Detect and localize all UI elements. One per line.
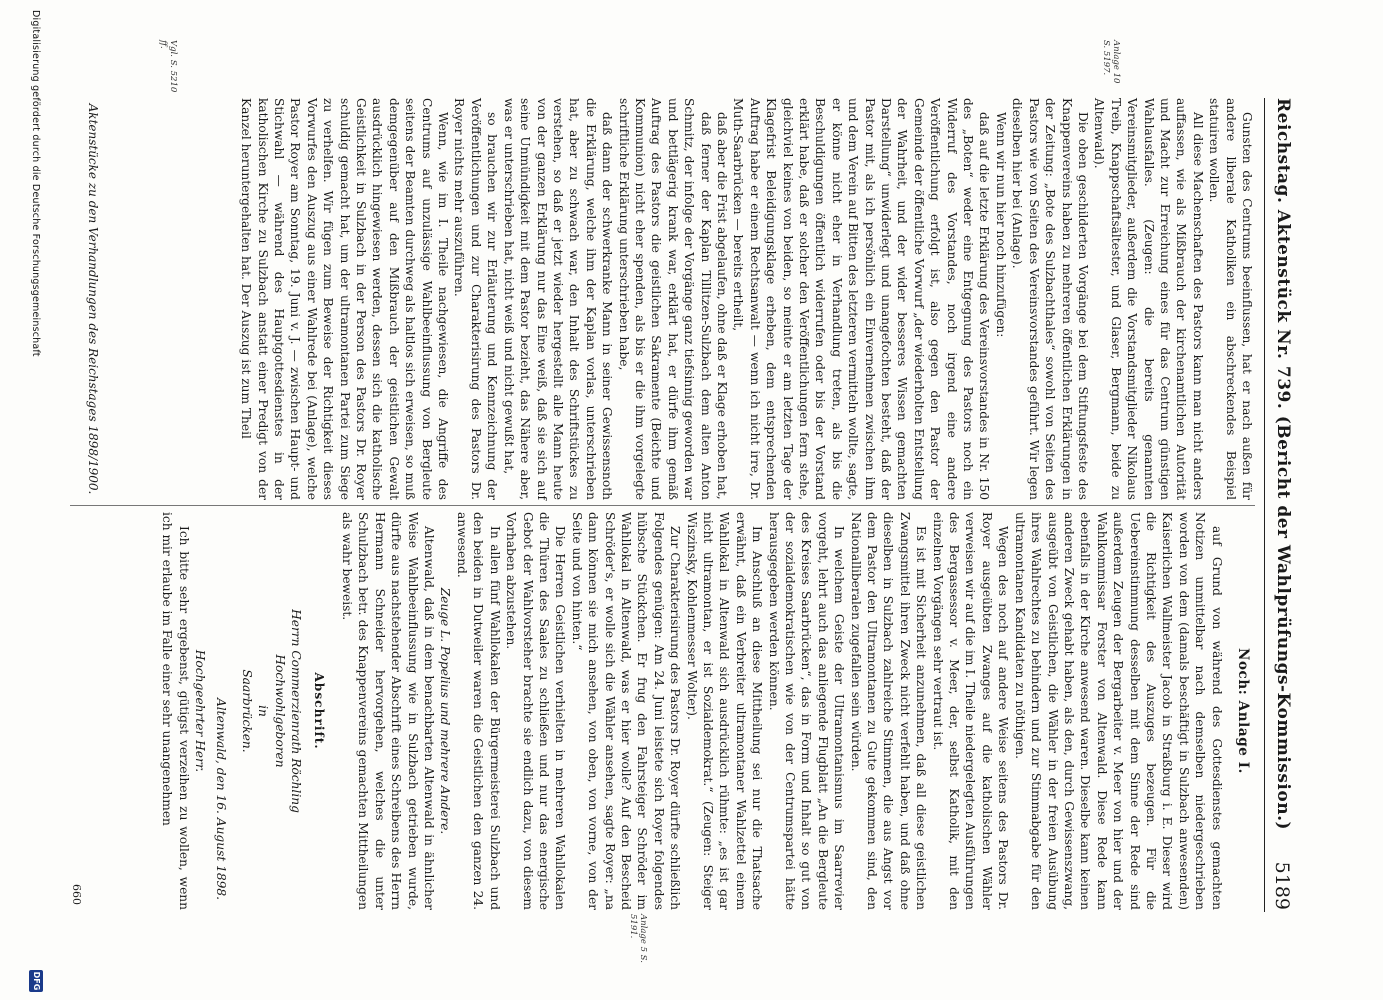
header-rule [1264, 98, 1265, 912]
left-paragraph: All diese Machenschaften des Pastors kann man nicht anders auffassen, wie als Mißbrauch der kirchenamtlichen Autorität und Macht zur Erreichung eines für das Centrum günstigen Wahlausfalles. (Zeugen: die bereits genannten Vereinsmitglieder, außerdem die Vorstandsmitglieder Nikolaus Treib, Knappschaftsältester, und Glaser, Bergmann, beide zu Altenwald). [1092, 98, 1205, 500]
right-paragraph: Wegen des noch auf andere Weise seitens des Pastors Dr. Royer ausgeübten Zwanges auf die katholischen Wähler verweisen wir auf die im I. Theile niedergelegten Ausführungen des Bergassessor v. Meer, der, selbst Katholik, mit den einzelnen Vorgängen sehr vertraut ist. [930, 512, 1011, 910]
column-divider [70, 505, 1255, 506]
right-column [159, 512, 1255, 910]
section-heading: Noch: Anlage I. [1235, 648, 1251, 774]
left-paragraph: daß auf die letzte Erklärung des Vereinsvorstandes in Nr. 150 des „Boten“ weder eine Entgegnung des Pastors noch ein Widerruf des Vorstandes, noch irgend eine andere Veröffentlichung erfolgt ist, also gegen den Pastor der Gemeinde der öffentliche Vorwurf „der wiederholten Entstellung der Wahrheit, und der wider besseres Wissen gemachten Darstellung“ unwiderlegt und unangefochten besteht, daß der Pastor mit, als ich persönlich ein Einvernehmen zwischen ihm und dem Verein auf Bitten des letzteren vermitteln wollte, sagte, er könne nicht eher in Verhandlung treten, als bis die Beschuldigungen öffentlich widerrufen oder bis der Vorstand erklärt habe, daß er solcher den Veröffentlichungen fern stehe, gleichviel keines von beiden, so meinte er am letzten Tage der Klagefrist Beleidigungsklage erheben, dem entsprechenden Auftrag habe er einem Rechtsanwalt — wenn ich nicht irre, Dr. Muth-Saarbrücken — bereits ertheilt, [731, 98, 992, 500]
page-header [1267, 0, 1293, 1000]
left-paragraph: daß aber die Frist abgelaufen, ohne daß er Klage erhoben hat, [715, 112, 729, 500]
bottom-number: 660 [70, 884, 83, 905]
credit-text: Digitalisierung gefördert durch die Deutsche Forschungsgemeinschaft [30, 10, 41, 357]
left-paragraph: Die oben geschilderten Vorgänge bei dem Stiftungsfeste des Knappenvereins haben zu mehreren öffentlichen Erklärungen in der Zeitung: „Bote des Sulzbachthales“ sowohl von Seiten des Pastors wie von Seiten des Vereinsvorstandes geführt. Wir legen dieselben hier bei (Anlage). [1010, 98, 1090, 500]
margin-note: Vgl. S. 5210 ff. [158, 40, 178, 93]
right-paragraph: Zur Charakterisirung des Pastors Dr. Royer dürfte schließlich Folgendes genügen: Am 24. Juni leistete sich Royer folgendes hübsche Stückchen. Er frug den Fahrsteiger Schröder im Wahllokal in Altenwald, was er hier wolle? Auf den Bescheid Schröder's, er wolle sich die Wähler ansehen, sagte Royer: „na dann können sie mich ansehen, von oben, von vorne, von der Seite und von hinten.“ [569, 512, 683, 910]
right-paragraph: In welchem Geiste der Ultramontanismus im Saarrevier vorgeht, lehrt auch das anliegende Flugblatt „An die Bergleute des Kreises Saarbrücken“, das in Form und Inhalt so gut von der sozialdemokratischen wie von der Centrumspartei hätte herausgegeben werden können. [766, 512, 847, 910]
margin-note: Anlage 5 S. 5191. [628, 914, 648, 963]
left-paragraph: so brauchen wir zur Erläuterung und Kennzeichnung der Veröffentlichungen und zur Charakterisirung des Pastors Dr. Royer nichts mehr auszuführen. [452, 98, 500, 500]
address-line: Hochwohlgeboren [272, 654, 287, 768]
closing-paragraph: Ich bitte sehr ergebenst, gütigst verzeihen zu wollen, wenn ich mir erlaube im Falle einer sehr unangenehmen [160, 512, 191, 910]
salutation: Hochgeehrter Herr. [193, 649, 208, 773]
witness-line: Zeuge L. Popelius und mehrere Andere. [438, 587, 453, 835]
header-title: Reichstag. Aktenstück Nr. 739. (Bericht der Wahlprüfungs-Kommission.) [1273, 98, 1293, 831]
right-paragraph: In allen fünf Wahllokalen der Bürgermeisterei Sulzbach und den beiden in Dutweiler waren die Geistlichen den ganzen 24. anwesend. [454, 512, 502, 910]
left-paragraph: daß ferner der Kaplan Tillitzen-Sulzbach dem alten Anton Schmitz, der infolge der Vorgänge ganz tiefsinnig geworden war und bettlägerig krank war, erklärt hat, er dürfe ihm gemäß Auftrag des Pastors die geistlichen Sakramente (Beichte und Kommunion) nicht eher spenden, als bis er die ihm vorgelegte schriftliche Erklärung unterschrieben habe, [616, 98, 713, 500]
footer-note: Aktenstücke zu den Verhandlungen des Reichstages 1898/1900. [86, 103, 100, 495]
right-paragraph: Die Herren Geistlichen verhielten in mehreren Wahllokalen die Thüren des Saales zu schließen und nur das energische Gebot der Wahlvorsteher brachte sie endlich dazu, von diesem Vorhaben abzustehen. [504, 512, 568, 910]
dateline: Altenwald, den 16. August 1898. [213, 697, 228, 900]
address-line: in [256, 705, 271, 717]
left-paragraph: daß dann der schwerkranke Mann in seiner Gewissensnoth die Erklärung, welche ihm der Kaplan vorlas, unterschrieben hat, aber zu schwach war, den Inhalt des Schriftstückes zu verstehen, so daß er jetzt wieder hergestellt alle Mann heute von der ganzen Erklärung nur das Eine weiß, daß sie sich auf seine Unmündigkeit mit dem Pastor bezieht, das Nähere aber, was er unterschrieben hat, nicht weiß und nicht gewußt hat, [501, 98, 615, 500]
address-line: Herrn Commerzienrath Röchling [289, 609, 304, 813]
abschrift-title: Abschrift. [311, 672, 326, 750]
right-paragraph: Altenwald, daß in dem benachbarten Altenwald in ähnlicher Weise Wahlbeeinflussung wie in Sulzbach getrieben wurde, dürfte aus nachstehender Abschrift eines Schreibens des Herrn Hermann Schneider hervorgehen, welches die unter Schulzbach betr. des Knappenvereins gemachten Mittheilungen als wahr beweist. [340, 512, 437, 910]
left-column [238, 98, 1255, 500]
left-paragraph: Wenn, wie im I. Theile nachgewiesen, die Angriffe des Centrums auf unzulässige Wahlbeeinflussung von Bergleute seitens der Beamten durchweg als haltlos sich erweisen, so muß demgegenüber auf den Mißbrauch der geistlichen Gewalt ausdrücklich hingewiesen werden, dessen sich die katholische Geistlichkeit in Sulzbach in der Person des Pastors Dr. Royer schuldig gemacht hat, um der ultramontanen Partei zum Siege zu verhelfen. Wir fügen zum Beweise der Richtigkeit dieses Vorwurfes den Auszug aus einer Wahlrede bei (Anlage), welche Pastor Royer am Sonntag, 19. Juni v. J. — zwischen Haupt- und Stichwahl — während des Hauptgottesdienstes in der katholischen Kirche zu Sulzbach anstatt einer Predigt von der Kanzel heruntergehalten hat. Der Auszug ist zum Theil [239, 98, 451, 500]
right-paragraph: auf Grund von während des Gottesdienstes gemachten Notizen unmittelbar nach demselben niedergeschrieben worden von dem (damals beschäftigt in Sulzbach anwesenden) Kaiserlichen Wallmeister Jacob in Straßburg i. E. Dieser wird die Richtigkeit des Auszuges bezeugen. Für die Uebereinstimmung desselben mit dem Sinne der Rede sind außerdem Zeugen der Bergarbeiter v. Meer von hier und der Wahlkommissar Forster von Altenwald. Diese Rede kann ebenfalls in der Kirche anwesend waren. Dieselbe kann keinen anderen Zweck gehabt haben, als den, durch Gewissenszwang, ausgeübt von Geistlichen, die Wähler in der freien Ausübung ihres Wahlrechtes zu behindern und zur Stimmabgabe für den ultramontanen Kandidaten zu nöthigen. [1012, 512, 1224, 910]
margin-note: Anlage 10 S. 5197. [1101, 40, 1121, 84]
digitization-credit [19, 0, 43, 1000]
dfg-logo-icon: DFG [29, 970, 43, 992]
left-paragraph: Gunsten des Centrums beeinflussen, hat er nach außen für andere liberale Katholiken ein abschreckendes Beispiel statuiren wollen. [1207, 98, 1254, 500]
right-paragraph: Im Anschluß an diese Mittheilung sei nur die Thatsache erwähnt, daß ein Verbreiter ultramontaner Wahlzettel einem Wahllokal in Altenwald sich ausdrücklich rühmte: „es ist gar nicht ultramontan, er ist Sozialdemokrat.“ (Zeugen: Steiger Wiszinsky, Kohlenmesser Wolter). [684, 512, 765, 910]
right-paragraph: Es ist mit Sicherheit anzunehmen, daß all diese geistlichen Zwangsmittel ihren Zweck nicht verfehlt haben, und daß ohne dieselben in Sulzbach zahlreiche Stimmen, die aus Angst vor dem Pastor den Ultramontanen zu Gute gekommen sind, den Nationalliberalen zugefallen sein würden. [848, 512, 929, 910]
address-line: Saarbrücken. [240, 669, 255, 753]
left-paragraph: Wenn wir nun hier noch hinzufügen: [993, 112, 1008, 338]
page-number: 5189 [1271, 861, 1293, 910]
